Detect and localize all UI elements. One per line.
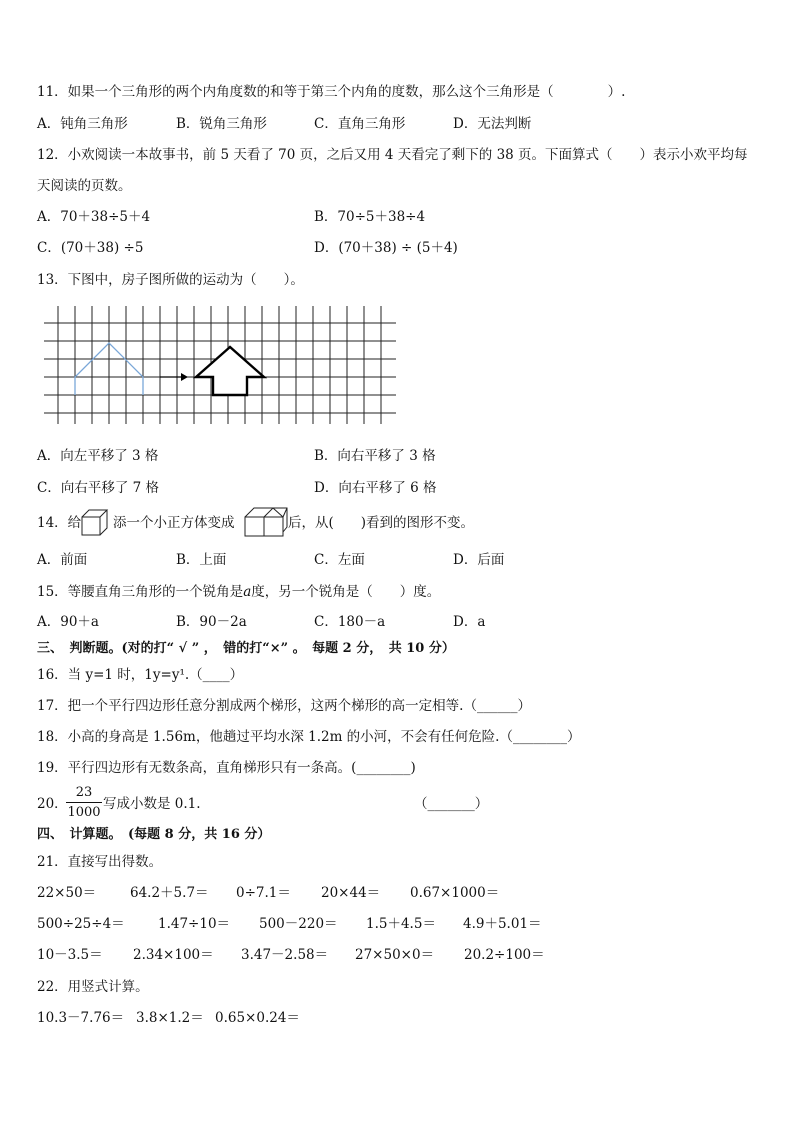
question-11-stem: 11．如果一个三角形的两个内角度数的和等于第三个内角的度数，那么这个三角形是（ ）. xyxy=(37,84,626,100)
calc-item: 20×44＝ xyxy=(321,885,381,901)
calc-item: 3.47－2.58＝ xyxy=(241,947,329,963)
question-16: 16．当 y=1 时，1y=y¹.（____） xyxy=(37,667,244,683)
section-3-title: 三、 判断题。(对的打“ √ ” ， 错的打“×” 。 每题 2 分， 共 10 分） xyxy=(37,641,455,656)
question-19: 19．平行四边形有无数条高，直角梯形只有一条高。(________) xyxy=(37,760,416,776)
question-14-stem-start: 14．给 xyxy=(37,515,82,531)
calc-item: 500÷25÷4＝ xyxy=(37,916,125,932)
calc-item: 4.9＋5.01＝ xyxy=(463,916,542,932)
section-4-title: 四、 计算题。 (每题 8 分，共 16 分） xyxy=(37,827,271,842)
calc-item: 22×50＝ xyxy=(37,885,97,901)
q14-option-d[interactable]: D．后面 xyxy=(453,552,505,568)
calc-item: 2.34×100＝ xyxy=(133,947,214,963)
q11-option-d[interactable]: D．无法判断 xyxy=(453,116,532,132)
q12-option-a[interactable]: A．70＋38÷5＋4 xyxy=(37,209,151,225)
q12-option-b[interactable]: B．70÷5＋38÷4 xyxy=(314,209,426,225)
vertical-calc-item: 10.3－7.76＝ xyxy=(37,1010,125,1026)
q15-stem-end: 度，另一个锐角是（ ）度。 xyxy=(251,584,441,600)
q12-option-c[interactable]: C．(70＋38) ÷5 xyxy=(37,240,144,256)
q20-fraction-denominator: 1000 xyxy=(67,805,101,820)
question-20-prefix: 20． xyxy=(37,796,68,812)
q15-stem-start: 15．等腰直角三角形的一个锐角是 xyxy=(37,584,244,600)
house-translation-grid-figure xyxy=(40,306,400,426)
q13-option-a[interactable]: A．向左平移了 3 格 xyxy=(37,448,159,464)
vertical-calc-item: 3.8×1.2＝ xyxy=(136,1010,204,1026)
q14-option-b[interactable]: B．上面 xyxy=(176,552,227,568)
vertical-calc-item: 0.65×0.24＝ xyxy=(215,1010,300,1026)
calc-item: 64.2＋5.7＝ xyxy=(130,885,209,901)
calc-item: 27×50×0＝ xyxy=(355,947,435,963)
question-20-suffix: 写成小数是 0.1. xyxy=(103,796,201,812)
calc-item: 500－220＝ xyxy=(259,916,338,932)
translated-house-shape xyxy=(196,347,264,395)
single-cube-icon xyxy=(80,508,110,538)
q13-option-c[interactable]: C．向右平移了 7 格 xyxy=(37,480,160,496)
question-12-stem-line1: 12．小欢阅读一本故事书，前 5 天看了 70 页，之后又用 4 天看完了剩下的 38 页。下面算式（ ）表示小欢平均每 xyxy=(37,147,748,163)
q14-option-a[interactable]: A．前面 xyxy=(37,552,88,568)
calc-item: 1.47÷10＝ xyxy=(158,916,231,932)
calc-item: 20.2÷100＝ xyxy=(464,947,545,963)
question-22-stem: 22．用竖式计算。 xyxy=(37,979,149,995)
translation-arrow-head xyxy=(181,373,188,381)
q20-fraction xyxy=(66,784,102,821)
calc-item: 1.5＋4.5＝ xyxy=(366,916,436,932)
q15-option-b[interactable]: B．90－2a xyxy=(176,614,247,630)
question-12-stem-line2: 天阅读的页数。 xyxy=(37,178,132,194)
question-14-stem-end: 后，从( )看到的图形不变。 xyxy=(288,515,475,531)
q12-option-d[interactable]: D．(70＋38) ÷ (5＋4) xyxy=(314,240,458,256)
q20-fraction-numerator: 23 xyxy=(75,785,93,800)
q15-option-d[interactable]: D．a xyxy=(453,614,486,630)
q11-option-b[interactable]: B．锐角三角形 xyxy=(176,116,267,132)
q15-option-a[interactable]: A．90＋a xyxy=(37,614,99,630)
question-15-stem xyxy=(37,583,440,601)
q14-option-c[interactable]: C．左面 xyxy=(314,552,365,568)
q15-option-c[interactable]: C．180－a xyxy=(314,614,386,630)
question-13-stem: 13．下图中，房子图所做的运动为（ ）。 xyxy=(37,272,304,288)
question-18: 18．小高的身高是 1.56m，他趟过平均水深 1.2m 的小河，不会有任何危险.（________） xyxy=(37,729,581,745)
q20-answer-blank[interactable]: （_______） xyxy=(414,796,489,812)
question-21-stem: 21．直接写出得数。 xyxy=(37,854,163,870)
q15-variable-a: a xyxy=(243,584,252,600)
q11-option-a[interactable]: A．钝角三角形 xyxy=(37,116,128,132)
q20-fraction-bar xyxy=(66,802,102,803)
two-cubes-icon xyxy=(243,504,289,538)
q13-option-b[interactable]: B．向右平移了 3 格 xyxy=(314,448,436,464)
q13-option-d[interactable]: D．向右平移了 6 格 xyxy=(314,480,437,496)
q11-option-c[interactable]: C．直角三角形 xyxy=(314,116,406,132)
calc-item: 0.67×1000＝ xyxy=(410,885,500,901)
question-14-stem-middle: 添一个小正方体变成 xyxy=(113,515,235,531)
question-17: 17．把一个平行四边形任意分割成两个梯形，这两个梯形的高一定相等.（______） xyxy=(37,698,531,714)
calc-item: 0÷7.1＝ xyxy=(236,885,291,901)
calc-item: 10－3.5＝ xyxy=(37,947,103,963)
